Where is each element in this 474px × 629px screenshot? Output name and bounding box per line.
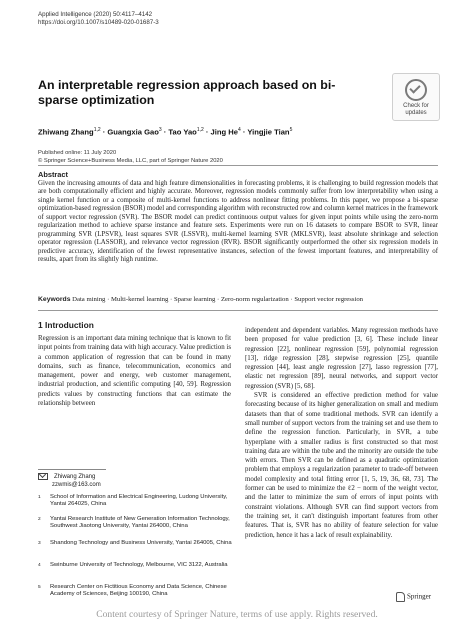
keyword: Sparse learning: [173, 296, 216, 303]
keyword: Zero-norm regularization: [220, 296, 289, 303]
affiliation-number: 1: [38, 495, 41, 500]
affiliation-number: 2: [38, 517, 41, 522]
author-list: Zhiwang Zhang$^{1,2}$ · Guangxia Gao$^3$ · Tao Yao$^{1,2}$ · Jing $He^4$ · Yingjie Tian$^5$: [38, 127, 293, 137]
keyword: Multi-kernel learning: [110, 296, 169, 303]
affiliation: [38, 540, 238, 547]
affiliation-text: Swinburne University of Technology, Melbourne, VIC 3122, Australia: [50, 562, 228, 568]
affiliation: [38, 562, 238, 569]
affiliation-text: Yantai Research Institute of New Generation Information Technology, Southwest Jiaotong University, Yantai 264000, China: [50, 516, 230, 530]
publication-info: [38, 149, 223, 165]
corresponding-name: Zhiwang Zhang: [54, 474, 96, 481]
affiliation-number: 5: [38, 585, 41, 590]
journal-name: Applied Intelligence (2020) 50:4117–4142: [38, 11, 153, 18]
column-right: [245, 326, 438, 540]
section-heading: [38, 320, 94, 330]
divider: [38, 165, 438, 166]
author-affiliation: 1,2: [93, 127, 101, 133]
affiliation: [38, 516, 238, 531]
envelope-icon: [38, 473, 48, 480]
published-date: Published online: 11 July 2020: [38, 150, 117, 156]
journal-doi[interactable]: https://doi.org/10.1007/s10489-020-01687-3: [38, 18, 159, 26]
author-name[interactable]: Tao Yao: [168, 127, 197, 137]
journal-header: [38, 11, 159, 26]
badge-line2: updates: [405, 110, 427, 116]
author-affiliation: 3: [158, 127, 162, 133]
author-affiliation: 5: [289, 127, 293, 133]
author-name[interactable]: Jing He: [210, 127, 238, 137]
affiliation-number: 3: [38, 541, 41, 546]
paper-title: An interpretable regression approach based on bi-sparse optimization: [38, 78, 336, 107]
springer-horse-icon: [396, 592, 405, 602]
corresponding-email[interactable]: zzwmis@163.com: [52, 481, 101, 488]
author-affiliation: 1,2: [196, 127, 204, 133]
affiliation-number: 4: [38, 563, 41, 568]
footer-notice: Content courtesy of Springer Nature, terms of use apply. Rights reserved.: [96, 609, 378, 620]
check-icon: [405, 79, 427, 101]
affiliation: [38, 584, 238, 599]
abstract-text: Given the increasing amounts of data and high feature dimensionalities in forecasting problems, it is challenging to build regression models that are both computationally efficient and highly accurate. Moreover, regression models commonly suffer from low interpretability when using a single kernel function or a composite of multi-kernel functions to address nonlinear fitting problems. In this paper, we propose a bi-sparse optimization-based regression (BSOR) model and corresponding algorithm with reconstructed row and column kernel matrices in the framework of support vector regression (SVR). The BSOR model can predict continuous output values for given input points while using the zero-norm regularization method to achieve sparse instance and feature sets. Experiments were run on 16 datasets to compare BSOR to SVR, linear programming SVR (LPSVR), least squares SVR (LSSVR), multi-kernel learning SVR (MKLSVR), least absolute shrinkage and selection operator regression (LASSOR), and relevance vector regression (RVR). BSOR significantly outperformed the other six regression models in predictive accuracy, identification of the fewest representative instances, selection of the fewest important features, and interpretability of results, apart from its slightly high runtime.: [38, 180, 438, 264]
check-for-updates-badge[interactable]: [392, 73, 440, 121]
author-affiliation: 4: [237, 127, 241, 133]
corresponding-author: [38, 473, 101, 489]
badge-line1: Check for: [403, 103, 429, 109]
abstract-heading: Abstract: [38, 170, 68, 179]
affiliation: [38, 494, 238, 509]
author-name[interactable]: Guangxia Gao: [107, 127, 159, 137]
keywords: Keywords Data mining · Multi-kernel learning · Sparse learning · Zero-norm regularization · Support vector regression: [38, 296, 364, 303]
publisher-name: Springer: [407, 592, 432, 601]
section-title: Introduction: [45, 320, 94, 330]
divider: [38, 310, 438, 311]
keyword: Support vector regression: [294, 296, 364, 303]
keywords-label: Keywords: [38, 296, 71, 303]
author-name[interactable]: Yingjie Tian: [247, 127, 290, 137]
column-left-text: Regression is an important data mining technique that is known to fit input points from training data with high accuracy. Value prediction is a common application of regression that can be found in many domains, such as finance, telecommunication, economics and management, power and energy, web customer management, industrial production, and scientific computing [40, 59]. Regression predicts values by constructing functions that can estimate the relationship between: [38, 335, 231, 408]
affiliation-text: Shandong Technology and Business University, Yantai 264005, China: [50, 540, 232, 546]
footnote-rule: [38, 469, 106, 470]
paragraph: SVR is considered an effective prediction method for value forecasting because of its higher generalization on small and medium datasets than that of some traditional methods. SVR can identify a small number of support vectors from the training set and use them to define the regression function. Particularly, in SVR, a tube hyperplane with a smaller radius is first constructed so that most training data are within the tube and the minority are outside the tube with errors. Then SVR can be defined as a quadratic optimization problem that employs a regularization parameter to trade-off between model complexity and total fitting error [1, 5, 19, 36, 68, 73]. The former can be used to minimize the ℓ2 − norm of the weight vector, and the latter to minimize the sum of errors of input points with constraint violations. Although SVR can find support vectors from the training set, it can't distinguish important features from other features. That is, SVR has no ability of feature selection for value prediction, hence it has a lack of result explainability.: [245, 392, 438, 539]
affiliation-text: Research Center on Fictitious Economy and Data Science, Chinese Academy of Sciences, Beijing 100190, China: [50, 584, 227, 598]
author-name[interactable]: Zhiwang Zhang: [38, 127, 94, 137]
publisher-logo: [396, 592, 431, 602]
keyword: Data mining: [72, 296, 106, 303]
paragraph: independent and dependent variables. Many regression methods have been proposed for value prediction [3, 6]. These include linear regression [22], nonlinear regression [59], polynomial regression [13], ridge regression [28], stepwise regression [25], quantile regression [44], least angle regression [27], lasso regression [77], elastic net regression [89], neural networks, and support vector regression (SVR) [5, 68].: [245, 327, 438, 390]
copyright-line: © Springer Science+Business Media, LLC, part of Springer Nature 2020: [38, 158, 223, 164]
affiliation-text: School of Information and Electrical Engineering, Ludong University, Yantai 264025, China: [50, 494, 228, 508]
section-number: 1: [38, 320, 43, 330]
